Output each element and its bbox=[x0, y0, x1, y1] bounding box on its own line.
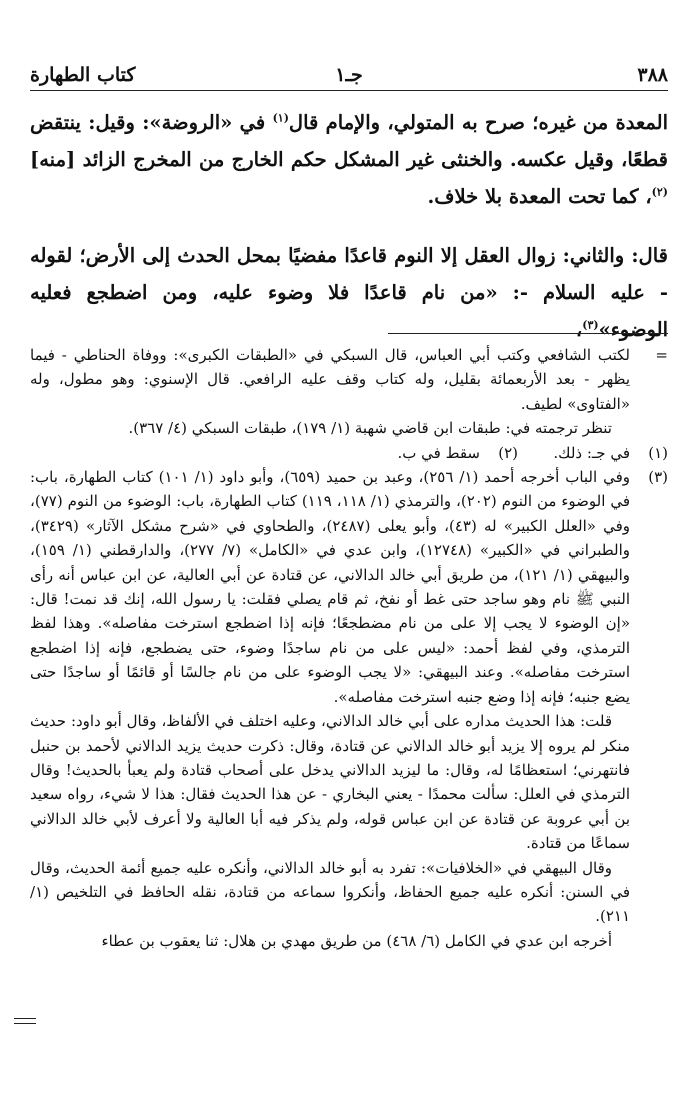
volume-label: جـ١ bbox=[335, 64, 363, 86]
footnote-3-ibn-adi: أخرجه ابن عدي في الكامل (٦/ ٤٦٨) من طريق مهدي بن هلال: ثنا يعقوب بن عطاء bbox=[101, 931, 612, 950]
footnote-2: (٢) سقط في ب. bbox=[397, 443, 518, 462]
footnote-ref-1[interactable]: (١) bbox=[272, 111, 289, 125]
footnote-bio: تنظر ترجمته في: طبقات ابن قاضي شهبة (١/ ١٧٩)، طبقات السبكي (٤/ ٣٦٧). bbox=[128, 419, 612, 438]
footnote-3-commentary: قلت: هذا الحديث مداره على أبي خالد الدالاني، وعليه اختلف في الألفاظ، وقال أبو داود: حديث منكر لم يروه إلا يزيد أبو خالد الدالاني عن قتادة، وقال: ذكرت حديث يزيد الدالاني لأحمد بن حنبل فانتهرني؛ استعظامًا له، وقال: ما ليزيد الدالاني يدخل على أصحاب قتادة ولم يعبأ بالحديث! وقال الترمذي في العلل: سألت محمدًا - يعني البخاري - عن هذا الحديث فقال: هذا لا شيء، رواه سعيد بن أبي عروبة عن قتادة عن ابن عباس قوله، ولم يذكر فيه أبا العالية ولا أعرف لأبي خالد الدالاني سماعًا من قتادة. bbox=[30, 712, 630, 853]
footnote-continuation: = لكتب الشافعي وكتب أبي العباس، قال السبكي في «الطبقات الكبرى»: ووفاة الحناطي - فيما يظهر - بعد الأربعمائة بقليل، وله كتاب وقف عليه الرافعي. قال الإسنوي: وهو مطول، وله «الفتاوى» لطيف. bbox=[30, 343, 668, 416]
book-title: كتاب الطهارة bbox=[30, 64, 136, 86]
short-footnotes bbox=[30, 441, 668, 465]
footnotes bbox=[30, 343, 668, 953]
continuation-end-mark bbox=[14, 1018, 36, 1024]
footnote-ref-2[interactable]: (٢) bbox=[651, 185, 668, 199]
continuation-mark: = bbox=[655, 346, 668, 364]
footnote-1: (١) في جـ: ذلك. bbox=[553, 443, 668, 462]
main-paragraph-2: قال: والثاني: زوال العقل إلا النوم قاعدًا مفضيًا بمحل الحدث إلى الأرض؛ لقوله - عليه السلام -: «من نام قاعدًا فلا وضوء عليه، ومن اضطجع فعليه الوضوء»$^{(٣)}$، bbox=[30, 244, 668, 341]
footnote-3: (٣) وفي الباب أخرجه أحمد (١/ ٢٥٦)، وعبد بن حميد (٦٥٩)، وأبو داود (١/ ١٠١) كتاب الطهارة، باب: في الوضوء من النوم (٢٠٢)، والترمذي (١/ ١١٨، ١١٩) كتاب الطهارة، باب: الوضوء من النوم (٧٧)، وفي «العلل الكبير» له (٤٣)، وأبو يعلى (٢٤٨٧)، والطحاوي في «شرح مشكل الآثار» (٣٤٢٩)، والطبراني في «الكبير» (١٢٧٤٨)، وابن عدي في «الكامل» (٧/ ٢٧٧)، والدارقطني (١/ ١٥٩)، والبيهقي (١/ ١٢١)، من طريق أبي خالد الدالاني، عن قتادة عن أبي العالية، عن ابن عباس أنه رأى النبي ﷺ نام وهو ساجد حتى غط أو نفخ، ثم قام يصلي فقلت: يا رسول الله، إنك قد نمت! قال: «إن الوضوء لا يجب إلا على من نام مضطجعًا؛ فإنه إذا اضطجع استرخت مفاصله». وهذا لفظ الترمذي، وفي لفظ أحمد: «ليس على من نام ساجدًا وضوء، حتى يضطجع، فإنه إذا اضطجع استرخت مفاصله». وعند البيهقي: «لا يجب الوضوء على من نام جالسًا أو قائمًا أو ساجدًا حتى يضع جنبه؛ فإنه إذا وضع جنبه استرخت مفاصله». bbox=[30, 468, 668, 706]
main-paragraph-1: المعدة من غيره؛ صرح به المتولي، والإمام قال$^{(١)}$ في «الروضة»: وقيل: ينتقض قطعًا، وقيل عكسه. والخنثى غير المشكل حكم الخارج من المخرج الزائد [منه]$^{(٢)}$، كما تحت المعدة بلا خلاف. bbox=[30, 111, 668, 208]
page-number: ٣٨٨ bbox=[637, 64, 668, 86]
footnote-ref-3[interactable]: (٣) bbox=[582, 318, 599, 332]
main-text bbox=[30, 104, 668, 348]
footnote-separator bbox=[388, 333, 668, 334]
running-header bbox=[30, 52, 668, 91]
footnote-3-bayhaqi: وقال البيهقي في «الخلافيات»: تفرد به أبو خالد الدالاني، وأنكره عليه جميع أئمة الحديث، وقال في السنن: أنكره عليه جميع الحفاظ، وأنكروا سماعه من قتادة، نقله الحافظ في التلخيص (١/ ٢١١). bbox=[30, 858, 630, 926]
